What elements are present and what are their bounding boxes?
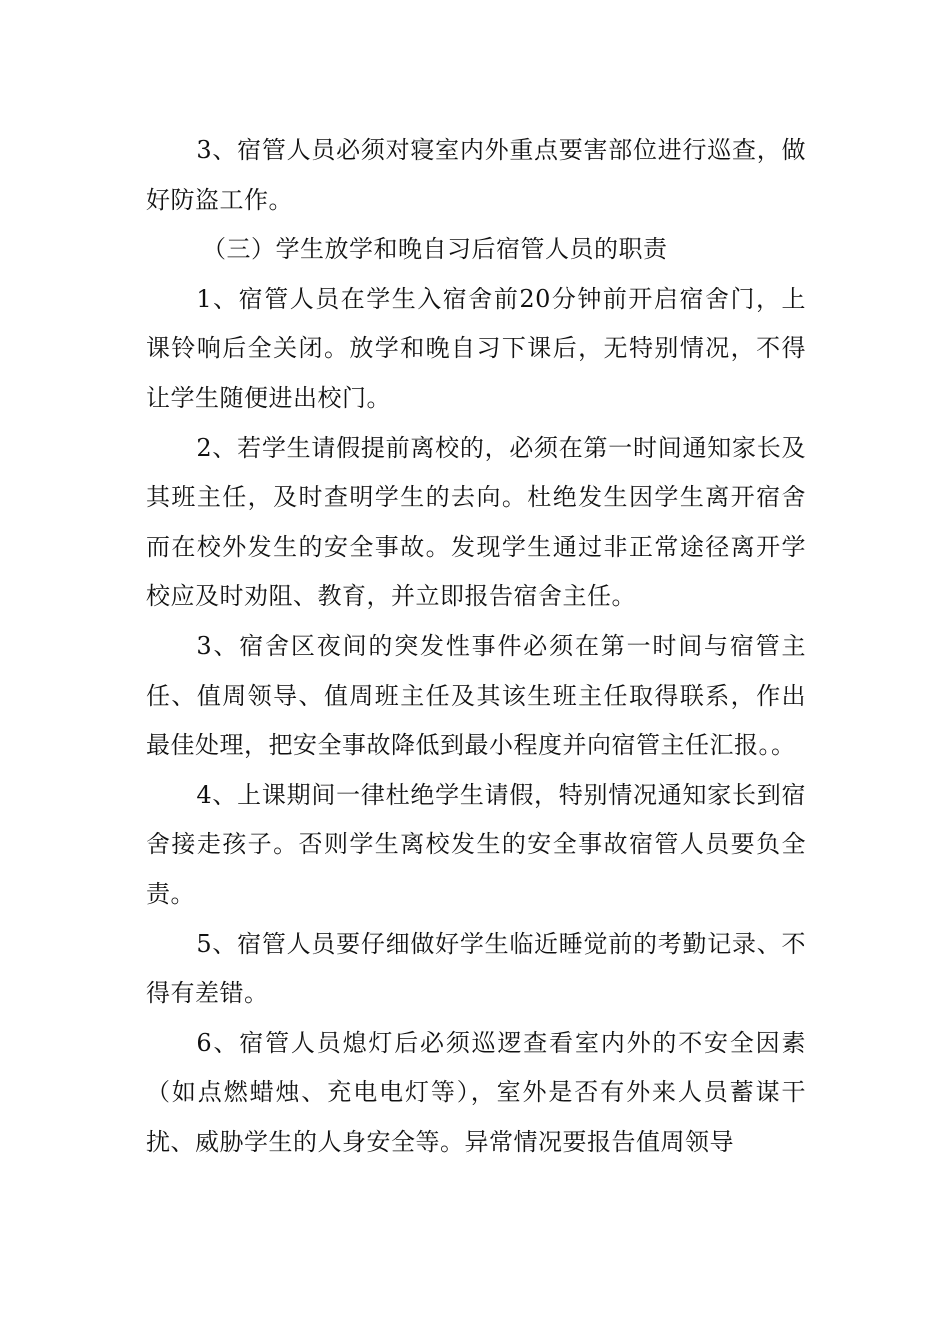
paragraph-duty-1: 1、宿管人员在学生入宿舍前20分钟前开启宿舍门，上课铃响后全关闭。放学和晚自习下课后，无特别情况，不得让学生随便进出校门。 [146, 284, 806, 412]
paragraph-duty-6: 6、宿管人员熄灯后必须巡逻查看室内外的不安全因素（如点燃蜡烛、充电电灯等），室外是否有外来人员蓄谋干扰、威胁学生的人身安全等。异常情况要报告值周领导 [146, 1028, 806, 1156]
paragraph-patrol: 3、宿管人员必须对寝室内外重点要害部位进行巡查，做好防盗工作。 [146, 136, 806, 214]
paragraph-duty-3: 3、宿舍区夜间的突发性事件必须在第一时间与宿管主任、值周领导、值周班主任及其该生班主任取得联系，作出最佳处理，把安全事故降低到最小程度并向宿管主任汇报。。 [146, 631, 806, 760]
paragraph-duty-2: 2、若学生请假提前离校的，必须在第一时间通知家长及其班主任，及时查明学生的去向。杜绝发生因学生离开宿舍而在校外发生的安全事故。发现学生通过非正常途径离开学校应及时劝阻、教育，并立即报告宿舍主任。 [146, 433, 806, 611]
paragraph-duty-5: 5、宿管人员要仔细做好学生临近睡觉前的考勤记录、不得有差错。 [146, 929, 806, 1008]
section-heading: （三）学生放学和晚自习后宿管人员的职责 [202, 235, 668, 264]
document-page [146, 126, 806, 1167]
paragraph-duty-4: 4、上课期间一律杜绝学生请假，特别情况通知家长到宿舍接走孩子。否则学生离校发生的安全事故宿管人员要负全责。 [146, 780, 806, 908]
